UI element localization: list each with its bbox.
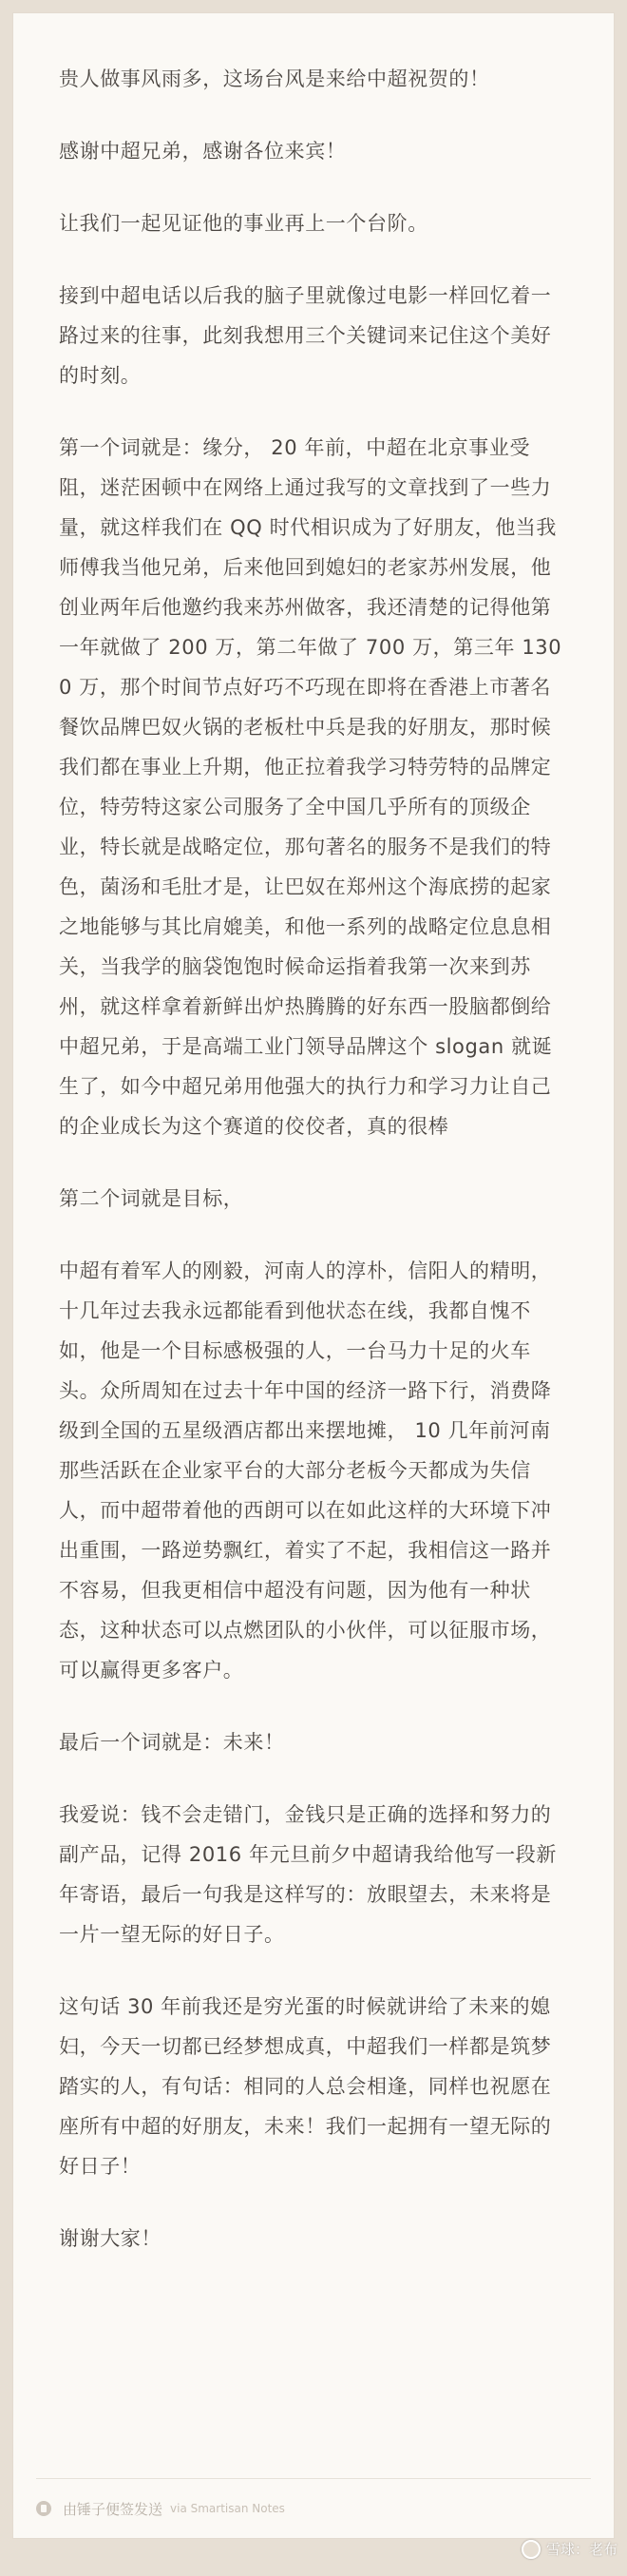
paragraph-8: 最后一个词就是：未来！ — [59, 1731, 285, 1754]
note-page — [13, 13, 614, 2538]
paragraph-10: 这句话 30 年前我还是穷光蛋的时候就讲给了未来的媳妇，今天一切都已经梦想成真，中超我们一样都是筑梦踏实的人，有句话：相同的人总会相逢，同样也祝愿在座所有中超的好朋友，未来！我们一起拥有一望无际的好日子！ — [59, 1995, 552, 2178]
note-footer — [36, 2478, 591, 2538]
footer-via: via Smartisan Notes — [170, 2502, 285, 2515]
xueqiu-watermark — [522, 2539, 618, 2559]
paragraph-6: 第二个词就是目标， — [59, 1187, 244, 1210]
paragraph-4: 接到中超电话以后我的脑子里就像过电影一样回忆着一路过来的往事，此刻我想用三个关键词来记住这个美好的时刻。 — [59, 284, 552, 387]
watermark-text: 雪球：老布 — [545, 2541, 618, 2558]
paragraph-2: 感谢中超兄弟，感谢各位来宾！ — [59, 140, 347, 163]
xueqiu-logo-icon — [522, 2540, 541, 2559]
footer-sent-by: 由锤子便签发送 — [63, 2500, 163, 2518]
paragraph-3: 让我们一起见证他的事业再上一个台阶。 — [59, 212, 428, 235]
smartisan-hammer-icon — [36, 2501, 51, 2516]
note-content — [13, 13, 614, 2259]
paragraph-5: 第一个词就是：缘分， 20 年前，中超在北京事业受阻，迷茫困顿中在网络上通过我写的文章找到了一些力量，就这样我们在 QQ 时代相识成为了好朋友，他当我师傅我当他兄弟，后来他回到媳妇的老家苏州发展，他创业两年后他邀约我来苏州做客，我还清楚的记得他第一年就做了 200 万，第二年做了 700 万，第三年 1300 万，那个时间节点好巧不巧现在即将在香港上市著名餐饮品牌巴奴火锅的老板杜中兵是我的好朋友，那时候我们都在事业上升期，他正拉着我学习特劳特的品牌定位，特劳特这家公司服务了全中国几乎所有的顶级企业，特长就是战略定位，那句著名的服务不是我们的特色，菌汤和毛肚才是，让巴奴在郑州这个海底捞的起家之地能够与其比肩媲美，和他一系列的战略定位息息相关，当我学的脑袋饱饱时候命运指着我第一次来到苏州，就这样拿着新鲜出炉热腾腾的好东西一股脑都倒给中超兄弟，于是高端工业门领导品牌这个 slogan 就诞生了，如今中超兄弟用他强大的执行力和学习力让自己的企业成长为这个赛道的佼佼者，真的很棒 — [59, 436, 562, 1138]
paragraph-9: 我爱说：钱不会走错门，金钱只是正确的选择和努力的副产品，记得 2016 年元旦前夕中超请我给他写一段新年寄语，最后一句我是这样写的：放眼望去，未来将是一片一望无际的好日子。 — [59, 1803, 557, 1946]
paragraph-7: 中超有着军人的刚毅，河南人的淳朴，信阳人的精明，十几年过去我永远都能看到他状态在线，我都自愧不如，他是一个目标感极强的人，一台马力十足的火车头。众所周知在过去十年中国的经济一路下行，消费降级到全国的五星级酒店都出来摆地摊， 10 几年前河南那些活跃在企业家平台的大部分老板今天都成为失信人，而中超带着他的西朗可以在如此这样的大环境下冲出重围，一路逆势飘红，着实了不起，我相信这一路并不容易，但我更相信中超没有问题，因为他有一种状态，这种状态可以点燃团队的小伙伴，可以征服市场，可以赢得更多客户。 — [59, 1259, 552, 1682]
paragraph-1: 贵人做事风雨多，这场台风是来给中超祝贺的！ — [59, 67, 490, 90]
paragraph-11: 谢谢大家！ — [59, 2227, 162, 2250]
